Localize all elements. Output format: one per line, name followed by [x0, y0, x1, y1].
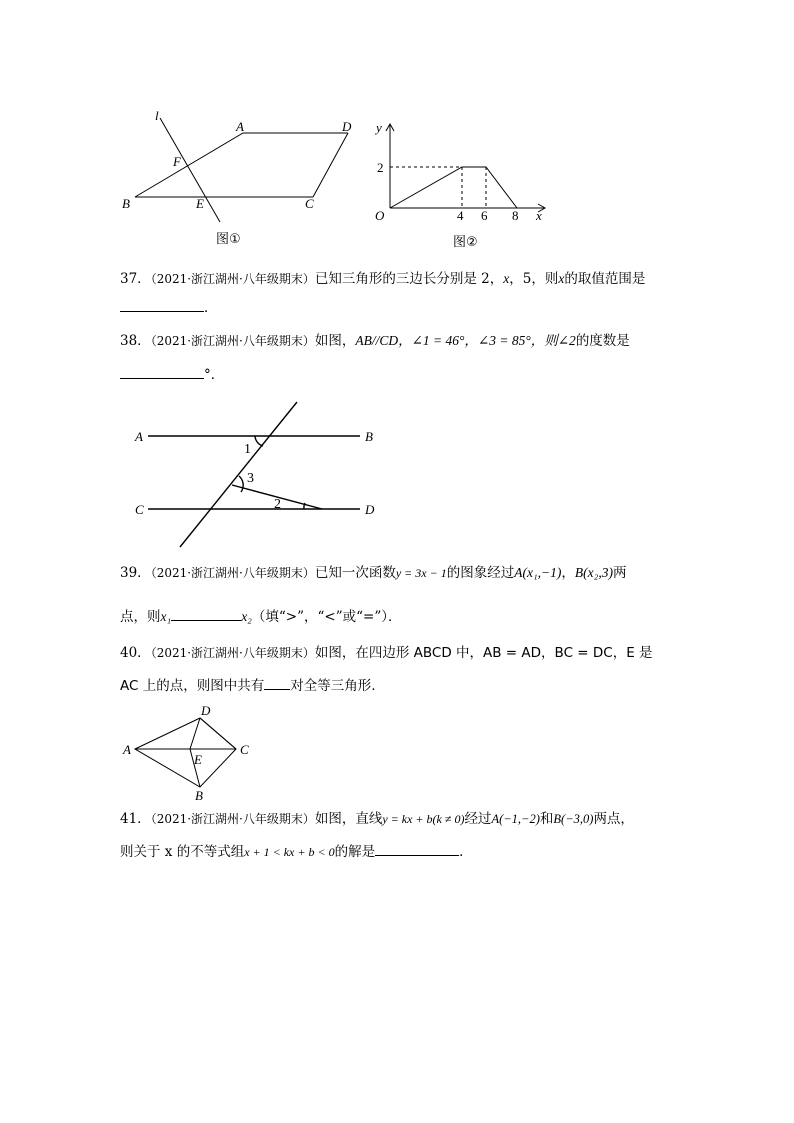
q41-point-a: A(−1,−2): [491, 812, 540, 826]
q41-inequality: x + 1 < kx + b < 0: [244, 845, 335, 859]
q41-function: y = kx + b(k ≠ 0): [382, 812, 465, 826]
q38-label-a: A: [135, 429, 143, 444]
q37-number: 37．: [120, 271, 151, 287]
question-39-line2: [120, 606, 680, 627]
q40-line2-a: AC 上的点，则图中共有: [120, 678, 265, 694]
fig1-label-c: C: [305, 196, 314, 211]
q40-text-a: 如图，在四边形 ABCD 中，AB = AD，BC = DC，E 是: [314, 645, 653, 661]
fig2-y-tick: 2: [377, 160, 384, 175]
figure-1-right-part: [260, 115, 360, 215]
q39-line2-b: （填“>”，“<”或“=”）．: [251, 609, 402, 625]
q40-source: （2021·浙江湖州·八年级期末）: [150, 646, 315, 660]
q39-answer-blank[interactable]: [171, 606, 241, 621]
fig2-x-label: x: [536, 208, 542, 223]
q39-text-b: 的图象经过: [446, 565, 515, 581]
question-37-line2: [120, 297, 680, 318]
q41-point-b: B(−3,0): [553, 812, 594, 826]
q40-line2-b: 对全等三角形.: [290, 678, 376, 694]
question-41-line2: [120, 841, 680, 862]
q38-label-d: D: [365, 502, 375, 517]
q40-number: 40．: [120, 645, 151, 661]
fig1-label-l: l: [155, 108, 159, 123]
q39-function: y = 3x − 1: [395, 566, 447, 580]
q38-label-1: 1: [244, 442, 251, 457]
q38-source: （2021·浙江湖州·八年级期末）: [150, 334, 315, 348]
figure-1-parallelogram: [115, 105, 260, 250]
q41-line2-a: 则关于 x 的不等式组: [120, 844, 245, 860]
q37-text-b: ，5，则: [509, 271, 559, 287]
q38-text-a: 如图，: [314, 333, 356, 349]
q40-figure: [118, 700, 258, 808]
fig1-label-f: F: [173, 154, 181, 169]
fig1-label-e: E: [196, 196, 204, 211]
question-38-line2: [120, 364, 680, 385]
q41-answer-blank[interactable]: [375, 841, 459, 856]
fig1-label-d: D: [342, 119, 352, 134]
q38-label-3: 3: [247, 471, 254, 486]
fig1-caption: 图①: [216, 232, 241, 247]
q39-text-a: 已知一次函数: [314, 565, 396, 581]
q38-label-b: B: [365, 429, 373, 444]
question-40-line2: [120, 675, 680, 696]
q40-label-b: B: [195, 788, 203, 803]
q37-source: （2021·浙江湖州·八年级期末）: [150, 272, 315, 286]
fig2-caption: 图②: [453, 235, 478, 250]
question-38: [120, 331, 680, 351]
q40-label-a: A: [123, 742, 131, 757]
q39-sep: ，: [561, 565, 575, 581]
question-37: [120, 269, 680, 289]
figure-2-graph: [365, 115, 550, 255]
question-40: [120, 643, 680, 663]
q39-point-b: B(x₂,3): [574, 565, 613, 580]
q39-source: （2021·浙江湖州·八年级期末）: [150, 566, 315, 580]
q40-label-e: E: [194, 752, 202, 767]
q39-x2: x₂: [241, 609, 252, 624]
q40-label-d: D: [201, 703, 211, 718]
q37-answer-blank[interactable]: [120, 297, 204, 312]
q40-label-c: C: [240, 742, 249, 757]
fig2-y-label: y: [376, 120, 382, 135]
q41-number: 41．: [120, 811, 151, 827]
q39-number: 39．: [120, 565, 151, 581]
fig1-label-a: A: [236, 119, 244, 134]
q41-line2-b: 的解是: [334, 844, 376, 860]
q37-text-a: 已知三角形的三边长分别是 2，: [314, 271, 504, 287]
fig2-x-tick-8: 8: [512, 208, 519, 223]
q37-text-c: 的取值范围是: [564, 271, 646, 287]
q41-and: 和: [539, 811, 554, 827]
q37-var-x: x: [503, 271, 510, 286]
fig2-x-tick-6: 6: [481, 208, 488, 223]
question-41: [120, 809, 680, 829]
q41-end: ．: [459, 844, 473, 860]
q38-figure: [130, 398, 380, 553]
q39-text-c: 两: [612, 565, 627, 581]
q41-text-a: 如图，直线: [314, 811, 383, 827]
fig1-label-b: B: [122, 196, 130, 211]
q38-number: 38．: [120, 333, 151, 349]
q38-label-c: C: [135, 502, 144, 517]
q38-answer-blank[interactable]: [120, 364, 204, 379]
q39-line2-a: 点，则: [120, 609, 161, 625]
q41-text-b: 经过: [464, 811, 492, 827]
q38-text-b: 的度数是: [575, 333, 630, 349]
q38-label-2: 2: [274, 497, 281, 512]
q40-answer-blank[interactable]: [264, 675, 290, 690]
q37-end: ．: [204, 300, 218, 316]
fig2-origin: O: [375, 208, 385, 223]
q41-source: （2021·浙江湖州·八年级期末）: [150, 812, 315, 826]
fig2-x-tick-4: 4: [457, 208, 464, 223]
question-39: [120, 563, 680, 583]
q39-x1: x₁: [160, 609, 172, 624]
q39-point-a: A(x₁,−1): [514, 565, 562, 580]
q37-var-x2: x: [558, 271, 565, 286]
q38-expression: AB//CD，∠1 = 46°，∠3 = 85°，则∠2: [355, 333, 576, 348]
q38-end: °．: [204, 367, 225, 383]
q41-text-c: 两点，: [593, 811, 634, 827]
